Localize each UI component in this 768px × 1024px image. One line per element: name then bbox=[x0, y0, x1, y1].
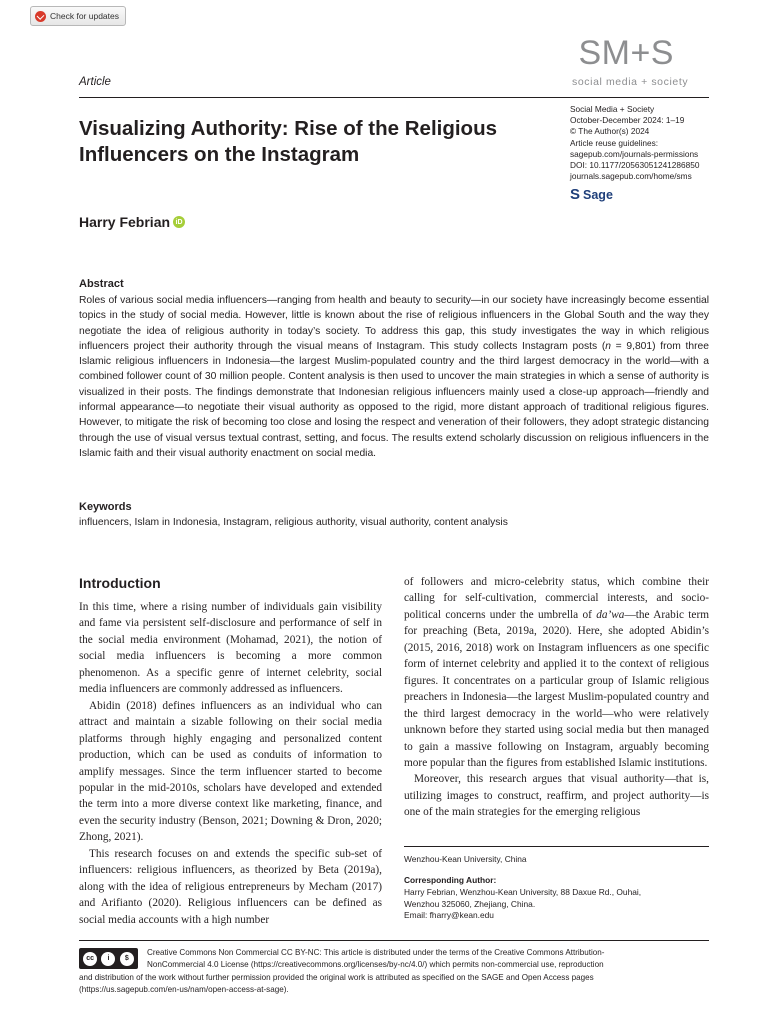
paragraph: Moreover, this research argues that visual authority—that is, utilizing images to construct, reaffirm, and project authority—is one of the main strategies for the emerging religious bbox=[404, 773, 709, 819]
body-column-left bbox=[79, 599, 382, 928]
introduction-heading: Introduction bbox=[79, 575, 161, 591]
publication-meta bbox=[570, 104, 700, 182]
journal-logo-subtitle: social media + society bbox=[572, 76, 689, 88]
license-line: NonCommercial 4.0 License (https://creativecommons.org/licenses/by-nc/4.0/) which permits non-commercial use, reproduction bbox=[147, 960, 604, 970]
corresponding-author-address: Harry Febrian, Wenzhou-Kean University, 88 Daxue Rd., Ouhai, bbox=[404, 886, 642, 897]
keywords-text: influencers, Islam in Indonesia, Instagram, religious authority, visual authority, content analysis bbox=[79, 517, 508, 528]
license-text bbox=[79, 947, 709, 997]
publisher-name: Sage bbox=[583, 187, 613, 202]
article-type-label: Article bbox=[79, 76, 111, 88]
meta-reuse-label: Article reuse guidelines: bbox=[570, 137, 659, 148]
cc-icon: cc bbox=[83, 952, 97, 966]
check-updates-icon bbox=[35, 11, 46, 22]
meta-journal: Social Media + Society bbox=[570, 104, 655, 114]
abstract-text bbox=[79, 293, 709, 461]
sample-size-symbol: n bbox=[605, 340, 611, 352]
license-line: Creative Commons Non Commercial CC BY-NC: This article is distributed under the terms of the Creative Commons Attribution- bbox=[147, 948, 605, 957]
keywords-heading: Keywords bbox=[79, 501, 132, 513]
author-name: Harry Febrian bbox=[79, 214, 171, 230]
license-line: and distribution of the work without further permission provided the original work is attributed as specified on the SAGE and Open Access pages bbox=[79, 972, 594, 982]
dawa-term: da’wa bbox=[596, 608, 625, 621]
check-for-updates-button[interactable] bbox=[30, 6, 126, 26]
author-affiliation: Wenzhou-Kean University, China bbox=[404, 854, 527, 864]
corresponding-author-address-2: Wenzhou 325060, Zhejiang, China. bbox=[404, 898, 536, 909]
paragraph-part: —the Arabic term for preaching (Beta, 2019a, 2020). Here, she adopted Abidin’s (2015, 2016, 2018) work on Instagram influencers as one specific form of internet celebrity and applied it to the context of religious figures. It concentrates on a particular group of Islamic religious preachers in Indonesia—the largest Muslim-populated country and the third largest democracy in the world—who were relatively unknown before they started using social media but then managed to gain a massive following on Instagram, arguably becoming more popular than the figures from established Islamic institutions. bbox=[404, 608, 709, 769]
author bbox=[79, 214, 185, 230]
paragraph-part: of followers and micro-celebrity status, which combine their calling for self-cultivation, commercial interests, and socio-political concerns under the umbrella of bbox=[404, 576, 709, 621]
abstract-heading: Abstract bbox=[79, 278, 124, 290]
journal-logo: SM+S bbox=[578, 34, 674, 72]
meta-copyright: © The Author(s) 2024 bbox=[570, 126, 650, 137]
check-updates-label: Check for updates bbox=[50, 11, 119, 21]
license-divider bbox=[79, 940, 709, 941]
by-icon: i bbox=[101, 952, 115, 966]
orcid-icon[interactable]: iD bbox=[173, 216, 185, 228]
meta-issue: October-December 2024: 1–19 bbox=[570, 115, 685, 126]
corresponding-author-email[interactable]: Email: fharry@kean.edu bbox=[404, 910, 494, 921]
paragraph: This research focuses on and extends the specific sub-set of influencers: religious influencers, as theorized by Beta (2019a), along with the idea of religious entrepreneurs by Mecham (2017) and Arifianto (2020). Religious influencers can be defined as social media accounts with a high number bbox=[79, 847, 382, 926]
article-title: Visualizing Authority: Rise of the Religious Influencers on the Instagram bbox=[79, 117, 498, 166]
header-divider bbox=[79, 97, 709, 98]
paragraph bbox=[404, 574, 709, 771]
nc-icon: $ bbox=[120, 952, 134, 966]
corresponding-author bbox=[404, 875, 709, 922]
abstract-text-part2: = 9,801) from three Islamic religious influencers in Indonesia—the largest Muslim-populated country and the third largest democracy in the world—with a combined follower count of 30 million people. Content analysis is then used to uncover the main strategies in which a sense of authority is visualized in their posts. The findings demonstrate that Indonesian religious influencers mainly used a close-up approach—friendly and informal appearance—to negotiate their visual authority as opposed to the rigid, more distant approach of traditional religious figures. However, to mitigate the risk of becoming too close and losing the respect and veneration of their followers, they adopt strategic distancing through the use of visual versus textual contrast, setting, and focus. The results extend scholarly discussion on religious influencers in the Islamic faith and their visual authority enactment on social media. bbox=[79, 340, 709, 459]
meta-doi[interactable]: DOI: 10.1177/20563051241286850 bbox=[570, 160, 700, 171]
license-line[interactable]: (https://us.sagepub.com/en-us/nam/open-access-at-sage). bbox=[79, 985, 289, 995]
corresponding-author-heading: Corresponding Author: bbox=[404, 875, 497, 885]
paragraph: Abidin (2018) defines influencers as an individual who can attract and maintain a sizable following on their social media platforms through highly engaging and personalized content production, which can be used as conduits of information to amplify messages. Since the term influencer started to become popular in the mid-2010s, scholars have developed and extended the term into a more diverse context like marketing, finance, and even the security industry (Benson, 2021; Downing & Dron, 2020; Zhong, 2021). bbox=[79, 699, 382, 844]
meta-permissions-link[interactable]: sagepub.com/journals-permissions bbox=[570, 148, 699, 159]
meta-journal-link[interactable]: journals.sagepub.com/home/sms bbox=[570, 171, 692, 182]
footnote-divider bbox=[404, 846, 709, 847]
body-column-right bbox=[404, 574, 709, 821]
abstract-text-part1: Roles of various social media influencers—ranging from health and beauty to security—in our society have increasingly become essential topics in the study of social media. However, little is known about the rise of religious influencers in the Global South and the way they negotiate the idea of religious authority in today’s society. To address this gap, this study investigates the way in which religious influencers project their authority through the visual means of Instagram. This study collects Instagram posts ( bbox=[79, 295, 709, 352]
sage-s-icon: S bbox=[570, 186, 581, 203]
publisher-logo bbox=[570, 186, 613, 203]
paragraph: In this time, where a rising number of individuals gain visibility and fame via persistent self-disclosure and performance of self in the social media environment (Mohamad, 2021), the notion of social media influencers is becoming a more common phenomenon. As a specific genre of internet celebrity, social media influencers are commonly addressed as influencers. bbox=[79, 601, 382, 696]
